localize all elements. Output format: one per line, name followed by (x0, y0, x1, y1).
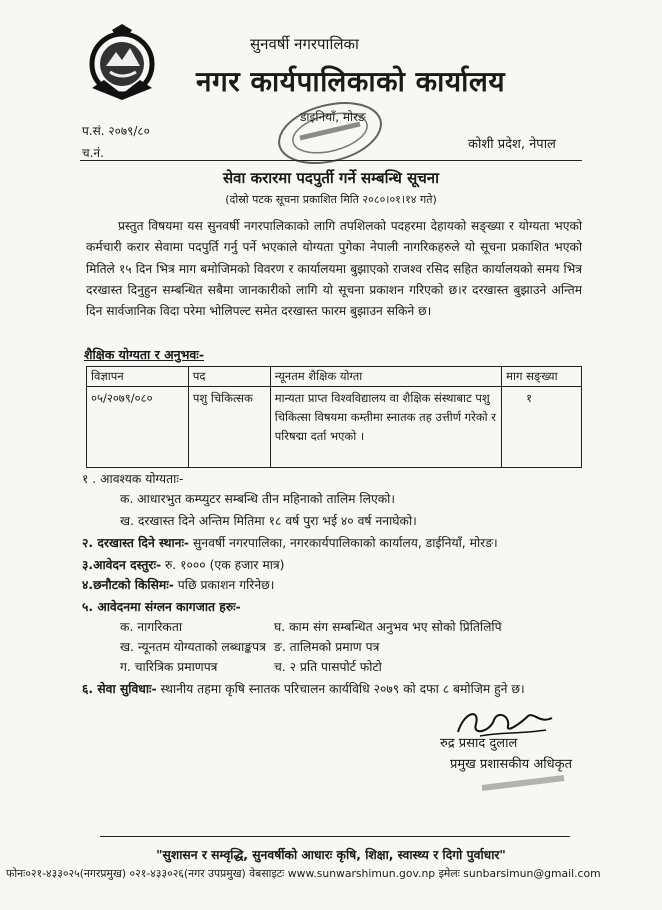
document-item: घ. काम संग सम्बन्धित अनुभव भए सोको प्रितिलिपि (274, 620, 502, 634)
footer-slogan: "सुशासन र सम्वृद्धि, सुनवर्षीको आधारः कृषि, शिक्षा, स्वास्थ्य र दिगो पुर्वाधार" (156, 848, 506, 862)
shortlist-value: पछि प्रकाशन गरिनेछ। (173, 578, 275, 592)
office-place: डाइनियाँ, मोरङ (300, 110, 366, 124)
office-name: नगर कार्यपालिकाको कार्यालय (196, 65, 506, 98)
office-stamp-icon (270, 98, 390, 168)
application-place (82, 534, 498, 551)
table-row (87, 387, 582, 468)
signatory-name: रुद्र प्रसाद दुलाल (440, 736, 518, 751)
document-item: ख. न्यूनतम योग्यताको लब्धाङ्कपत्र (120, 640, 266, 654)
application-fee-value: रु. १००० (एक हजार मात्र) (161, 558, 285, 572)
service-facility (82, 680, 525, 697)
column-header: विज्ञापन (87, 367, 189, 387)
application-place-value: सुनवर्षी नगरपालिका, नगरकार्यपालिकाको कार्यालय, डाईनियाँ, मोरङ। (189, 536, 498, 550)
column-header: माग सङ्ख्या (502, 367, 582, 387)
document-item: च. २ प्रति पासपोर्ट फोटो (274, 660, 382, 674)
province-label: कोशी प्रदेश, नेपाल (468, 137, 556, 152)
notice-title: सेवा करारमा पदपुर्ती गर्ने सम्बन्धि सूचना (223, 169, 439, 187)
dispatch-number: च.नं. (82, 146, 104, 160)
document-item: ग. चारित्रिक प्रमाणपत्र (120, 660, 218, 674)
reference-number: प.सं. २०७९/८० (82, 124, 150, 138)
nepal-emblem-icon (82, 22, 162, 102)
document-item: ङ. तालिमको प्रमाण पत्र (274, 640, 380, 654)
column-header: पद (188, 367, 270, 387)
application-place-label: २. दरखास्त दिने स्थानः- (82, 536, 190, 550)
footer-contact: फोनः०२१-४३३०२५(नगरप्रमुख) ०२१-४३३०२६(नगर उपप्रमुख) वेबसाइटः www.sunwarshimun.gov.np इमेलः sunbarsimun@gmail.com (6, 867, 601, 880)
header-rule (80, 160, 582, 161)
notice-body-text: प्रस्तुत विषयमा यस सुनवर्षी नगरपालिकाको लागि तपशिलको पदहरमा देहायको सङ्ख्या र योग्यता भएको कर्मचारी करार सेवामा पदपुर्ति गर्नु पर्ने भएकाले योग्यता पुगेका नेपाली नागरिकहरुले यो सूचना प्रकाशित भएको मितिले १५ दिन भित्र माग बमोजिमको विवरण र कार्यालयमा बुझाएको राजश्व रसिद सहित कार्यालयको समय भित्र दरखास्त दिनुहुन सम्बन्धित सबैमा जानकारीको लागि यो सूचना प्रकाशन गरिएको छ।र दरखास्त बुझाउने अन्तिम दिन सार्वजानिक विदा परेमा भोलिपल्ट समेत दरखास्त फारम बुझाउन सकिने छ। (86, 219, 582, 319)
document-item: क. नागरिकता (120, 620, 183, 634)
qualification-cell: मान्यता प्राप्त विश्वविद्यालय वा शैक्षिक संस्थाबाट पशु चिकित्सा विषयमा कम्तीमा स्नातक तह उत्तीर्ण गरेको र परिषद्मा दर्ता भएको । (270, 387, 501, 468)
shortlist-label: ४.छनौटको किसिमः- (82, 578, 174, 592)
application-fee-label: ३.आवेदन दस्तुरः- (82, 558, 162, 572)
facility-label: ६. सेवा सुविधाः- (82, 682, 157, 696)
qualification-heading: शैक्षिक योग्यता र अनुभवः- (84, 347, 205, 362)
footer-rule (100, 836, 570, 837)
requirement-heading: १ . आवश्यक योग्यताः- (82, 472, 184, 486)
application-fee (82, 556, 284, 573)
signatory-post: प्रमुख प्रशासकीय अधिकृत (450, 757, 573, 772)
column-header: न्यूनतम शैक्षिक योग्ता (270, 367, 501, 387)
post-cell: पशु चिकित्सक (188, 387, 270, 468)
qualification-table (86, 366, 582, 468)
notice-subtitle: (दोस्रो पटक सूचना प्रकाशित मिति २०८०।०१।१४ गते) (225, 193, 437, 206)
count-cell: १ (502, 387, 582, 468)
documents-heading: ५. आवेदनमा संग्लन कागजात हरुः- (82, 600, 241, 614)
shortlist-method (82, 576, 274, 593)
notice-body (86, 216, 582, 322)
requirement-a: क. आधारभुत कम्प्युटर सम्बन्धि तीन महिनाको तालिम लिएको। (120, 492, 396, 506)
ad-number-cell: ०५/२०७९/०८० (87, 387, 189, 468)
requirement-b: ख. दरखास्त दिने अन्तिम मितिमा १८ वर्ष पुरा भई ४० वर्ष ननाघेको। (120, 514, 417, 528)
table-header-row (87, 367, 582, 387)
signature-stamp-icon (478, 772, 568, 796)
municipality-name: सुनवर्षी नगरपालिका (250, 35, 359, 53)
facility-value: स्थानीय तहमा कृषि स्नातक परिचालन कार्यविधि २०७९ को दफा ८ बमोजिम हुने छ। (156, 682, 525, 696)
